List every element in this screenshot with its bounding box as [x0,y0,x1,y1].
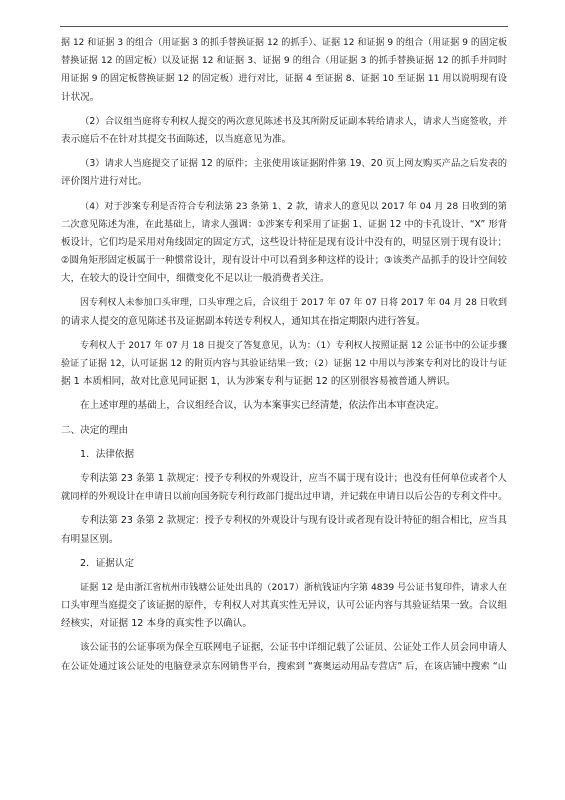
text-line: 表示庭后不在针对其提交书面陈述，以当庭意见为准。 [61,133,292,145]
text-line: 验证了证据 12，认可证据 12 的附页内容与其验证结果一致；（2）证据 12 中用以与涉案专利对比的设计与证 [61,359,507,369]
text-line: 的请求人提交的意见陈述书及证据副本转送专利权人，通知其在指定期限内进行答复。 [61,315,426,327]
law-paragraph-1 [61,470,507,506]
text-line: 专利法第 23 条第 2 款规定：授予专利权的外观设计与现有设计或者现有设计特征的组合相比，应当具 [80,515,507,527]
text-line: 二次意见陈述为准，在此基础上，请求人强调：①涉案专利采用了证据 1、证据 12 中的卡孔设计、“X” 形背 [61,218,507,230]
paragraph-p5 [61,294,507,330]
text-line: 专利法第 23 条第 1 款规定：授予专利权的外观设计，应当不属于现有设计；也没有任何单位或者个人 [80,472,507,484]
subsection-heading-evidence: 2．证据认定 [80,557,135,569]
text-line: 替换证据 12 的固定板）以及证据 12 和证据 3、证据 9 的组合（用证据 3 的抓手替换证据 12 的抓手并同时 [61,56,507,67]
paragraph-p4 [61,198,507,289]
text-line: 用证据 9 的固定板替换证据 12 的固定板）进行对比，证据 4 至证据 8、证据 10 至证据 11 用以说明现有设 [61,74,507,85]
evidence-paragraph-2 [61,639,507,675]
section-heading: 二、决定的理由 [61,424,129,436]
paragraph-p3 [61,155,507,191]
text-line: 因专利权人未参加口头审理，口头审理之后，合议组于 2017 年 07 年 07 日将 2017 年 04 月 28 日收到 [80,298,507,309]
paragraph-p6 [61,337,507,392]
paragraph-p2 [61,113,507,149]
text-line: 有明显区别。 [61,533,119,545]
law-paragraph-2 [61,512,507,548]
text-line: 该公证书的公证事项为保全互联网电子证据，公证书中详细记载了公证员、公证处工作人员会同申请人 [80,642,507,654]
text-line: 计状况。 [61,91,100,103]
text-line: 大，在较大的设计空间中，细微变化不足以让一般消费者关注。 [61,273,330,285]
text-line: 据 1 本质相同，故对比意见同证据 1，认为涉案专利与证据 12 的区别很容易被普通人辨识。 [61,376,456,388]
text-line: （4）对于涉案专利是否符合专利法第 23 条第 1、2 款，请求人的意见以 2017 年 04 月 28 日收到的第 [80,201,507,212]
evidence-paragraph-1 [61,579,507,634]
text-line: （3）请求人当庭提交了证据 12 的原件；主张使用该证据附件第 19、20 页上网友购买产品之后发表的 [80,158,507,170]
paragraph-p7 [61,397,507,415]
subsection-heading-legal-basis: 1．法律依据 [80,448,135,460]
header-rule [60,26,508,27]
text-line: （2）合议组当庭将专利权人提交的两次意见陈述书及其所附反证副本转给请求人，请求人当庭签收，并 [80,115,507,127]
text-line: 专利权人于 2017 年 07 月 18 日提交了答复意见，认为：（1）专利权人按照证据 12 公证书中的公证步骤 [80,340,507,351]
document-body [61,34,507,676]
text-line: 在上述审理的基础上，合议组经合议，认为本案事实已经清楚，依法作出本审查决定。 [80,400,445,412]
text-line: 在公证处通过该公证处的电脑登录京东网销售平台，搜索到 “赛奥运动用品专营店” 后，在该店铺中搜索 “山 [61,660,507,672]
text-line: 口头审理当庭提交了该证据的原件，专利权人对其真实性无异议，认可公证内容与其验证结果一致。合议组 [61,600,507,612]
text-line: 经核实，对证据 12 本身的真实性予以确认。 [61,618,252,630]
paragraph-p1 [61,34,507,107]
text-line: 就同样的外观设计在申请日以前向国务院专利行政部门提出过申请，并记载在申请日以后公告的专利文件中。 [61,491,507,503]
text-line: ②圆角矩形固定板属于一种惯常设计，现有设计中可以看到多种这样的设计；③该类产品抓手的设计空间较 [61,255,507,267]
text-line: 板设计，它们均是采用对角线固定的固定方式，这些设计特征是现有设计中没有的，明显区别于现有设计； [61,236,507,248]
text-line: 证据 12 是由浙江省杭州市钱塘公证处出具的（2017）浙杭钱证内字第 4839 号公证书复印件，请求人在 [80,582,507,593]
text-line: 评价图片进行对比。 [61,176,148,188]
text-line: 据 12 和证据 3 的组合（用证据 3 的抓手替换证据 12 的抓手）、证据 12 和证据 9 的组合（用证据 9 的固定板 [61,38,507,48]
